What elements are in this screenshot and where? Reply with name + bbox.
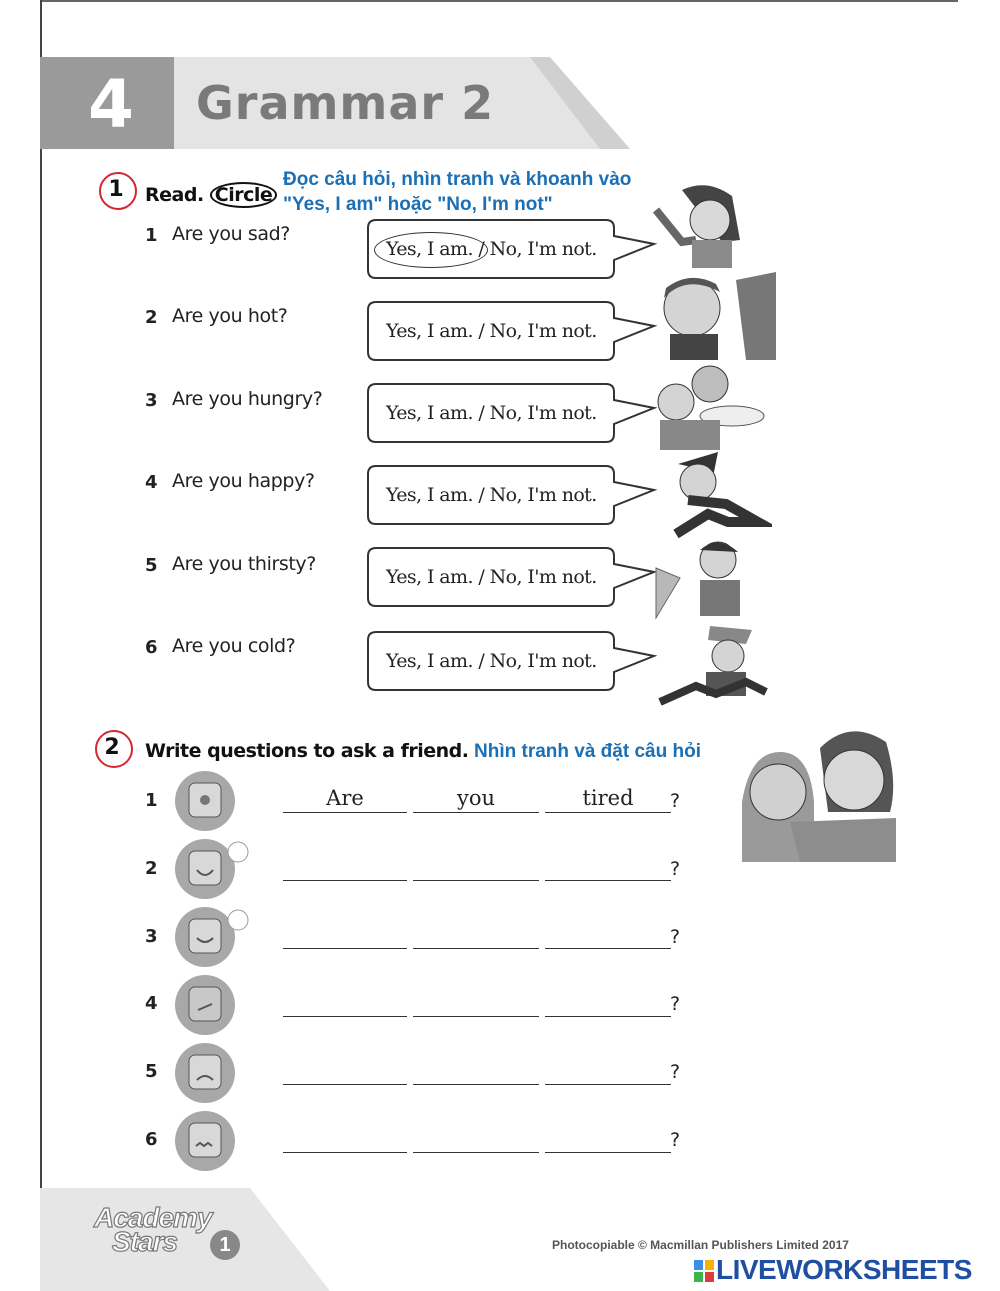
section-1-number: 1 (108, 177, 124, 202)
row-5-number: 5 (145, 1061, 158, 1082)
row-4-blank-1[interactable] (283, 1016, 407, 1017)
question-2-text: Are you hot? (172, 305, 288, 327)
row-6-number: 6 (145, 1129, 158, 1150)
hot-boy-illustration (656, 270, 780, 362)
row-4-question-mark: ? (670, 993, 681, 1015)
row-3-number: 3 (145, 926, 158, 947)
logo-level-badge: 1 (210, 1230, 240, 1260)
row-2-blank-3[interactable] (545, 880, 671, 881)
liveworksheets-brand[interactable]: LIVEWORKSHEETS (716, 1254, 972, 1285)
sad-girl-illustration (652, 180, 752, 270)
row-3-blank-3[interactable] (545, 948, 671, 949)
row-2-number: 2 (145, 858, 158, 879)
exercise-2-instruction: Write questions to ask a friend. (145, 740, 469, 762)
two-friends-illustration (740, 722, 898, 864)
question-1-text: Are you sad? (172, 223, 290, 245)
page-title: Grammar 2 (196, 76, 495, 130)
left-border (40, 0, 42, 1291)
sad-face-icon (172, 1042, 238, 1104)
answer-2-text[interactable]: Yes, I am. / No, I'm not. (386, 320, 597, 342)
row-1-blank-2[interactable] (413, 812, 539, 813)
question-6-text: Are you cold? (172, 635, 296, 657)
hungry-face-icon (172, 838, 256, 900)
question-1-number: 1 (145, 225, 158, 246)
row-5-blank-2[interactable] (413, 1084, 539, 1085)
row-6-blank-2[interactable] (413, 1152, 539, 1153)
row-1-blank-3[interactable] (545, 812, 671, 813)
row-1-blank-1[interactable] (283, 812, 407, 813)
tired-face-icon (172, 770, 238, 832)
copyright-notice: Photocopiable © Macmillan Publishers Limited 2017 (552, 1238, 849, 1252)
answer-3-text[interactable]: Yes, I am. / No, I'm not. (386, 402, 597, 424)
instruction-read: Read. (145, 184, 204, 206)
answer-1-circled-oval (374, 232, 488, 268)
row-2-blank-1[interactable] (283, 880, 407, 881)
answer-1-text[interactable]: Yes, I am. / No, I'm not. (386, 238, 597, 260)
row-1-blank-3-text[interactable]: tired (582, 786, 634, 810)
thirsty-girl-illustration (654, 538, 758, 624)
question-4-number: 4 (145, 472, 158, 493)
answer-4-text[interactable]: Yes, I am. / No, I'm not. (386, 484, 597, 506)
row-5-blank-1[interactable] (283, 1084, 407, 1085)
row-1-number: 1 (145, 790, 158, 811)
exercise-1-note-line1: Đọc câu hỏi, nhìn tranh và khoanh vào (283, 169, 632, 190)
thirsty-face-icon (172, 906, 256, 968)
row-1-blank-1-text[interactable]: Are (326, 786, 364, 810)
answer-6-text[interactable]: Yes, I am. / No, I'm not. (386, 650, 597, 672)
question-3-text: Are you hungry? (172, 388, 323, 410)
row-6-blank-1[interactable] (283, 1152, 407, 1153)
liveworksheets-logo-icon (694, 1260, 714, 1282)
top-border (40, 0, 958, 2)
hot-face-icon (172, 974, 238, 1036)
happy-boy-illustration (668, 452, 772, 538)
cold-boy-illustration (656, 622, 768, 714)
question-2-number: 2 (145, 307, 158, 328)
row-5-question-mark: ? (670, 1061, 681, 1083)
instruction-circle: Circle (210, 182, 278, 208)
hungry-kids-illustration (654, 362, 774, 452)
row-3-question-mark: ? (670, 926, 681, 948)
question-6-number: 6 (145, 637, 158, 658)
logo-line1: Academy (94, 1202, 212, 1233)
question-5-number: 5 (145, 555, 158, 576)
exercise-1-instruction (145, 184, 277, 206)
exercise-1-note-line2: "Yes, I am" hoặc "No, I'm not" (283, 194, 553, 215)
unit-number: 4 (88, 66, 134, 143)
row-5-blank-3[interactable] (545, 1084, 671, 1085)
row-3-blank-2[interactable] (413, 948, 539, 949)
row-1-question-mark: ? (670, 790, 681, 812)
row-3-blank-1[interactable] (283, 948, 407, 949)
row-6-question-mark: ? (670, 1129, 681, 1151)
question-5-text: Are you thirsty? (172, 553, 316, 575)
section-2-number: 2 (104, 735, 120, 760)
row-6-blank-3[interactable] (545, 1152, 671, 1153)
question-3-number: 3 (145, 390, 158, 411)
row-2-blank-2[interactable] (413, 880, 539, 881)
answer-5-text[interactable]: Yes, I am. / No, I'm not. (386, 566, 597, 588)
row-2-question-mark: ? (670, 858, 681, 880)
row-4-blank-2[interactable] (413, 1016, 539, 1017)
question-4-text: Are you happy? (172, 470, 315, 492)
logo-line2: Stars (112, 1226, 178, 1257)
exercise-2-note: Nhìn tranh và đặt câu hỏi (474, 741, 701, 762)
row-4-number: 4 (145, 993, 158, 1014)
row-1-blank-2-text[interactable]: you (456, 786, 496, 810)
cold-face-icon (172, 1110, 238, 1172)
row-4-blank-3[interactable] (545, 1016, 671, 1017)
